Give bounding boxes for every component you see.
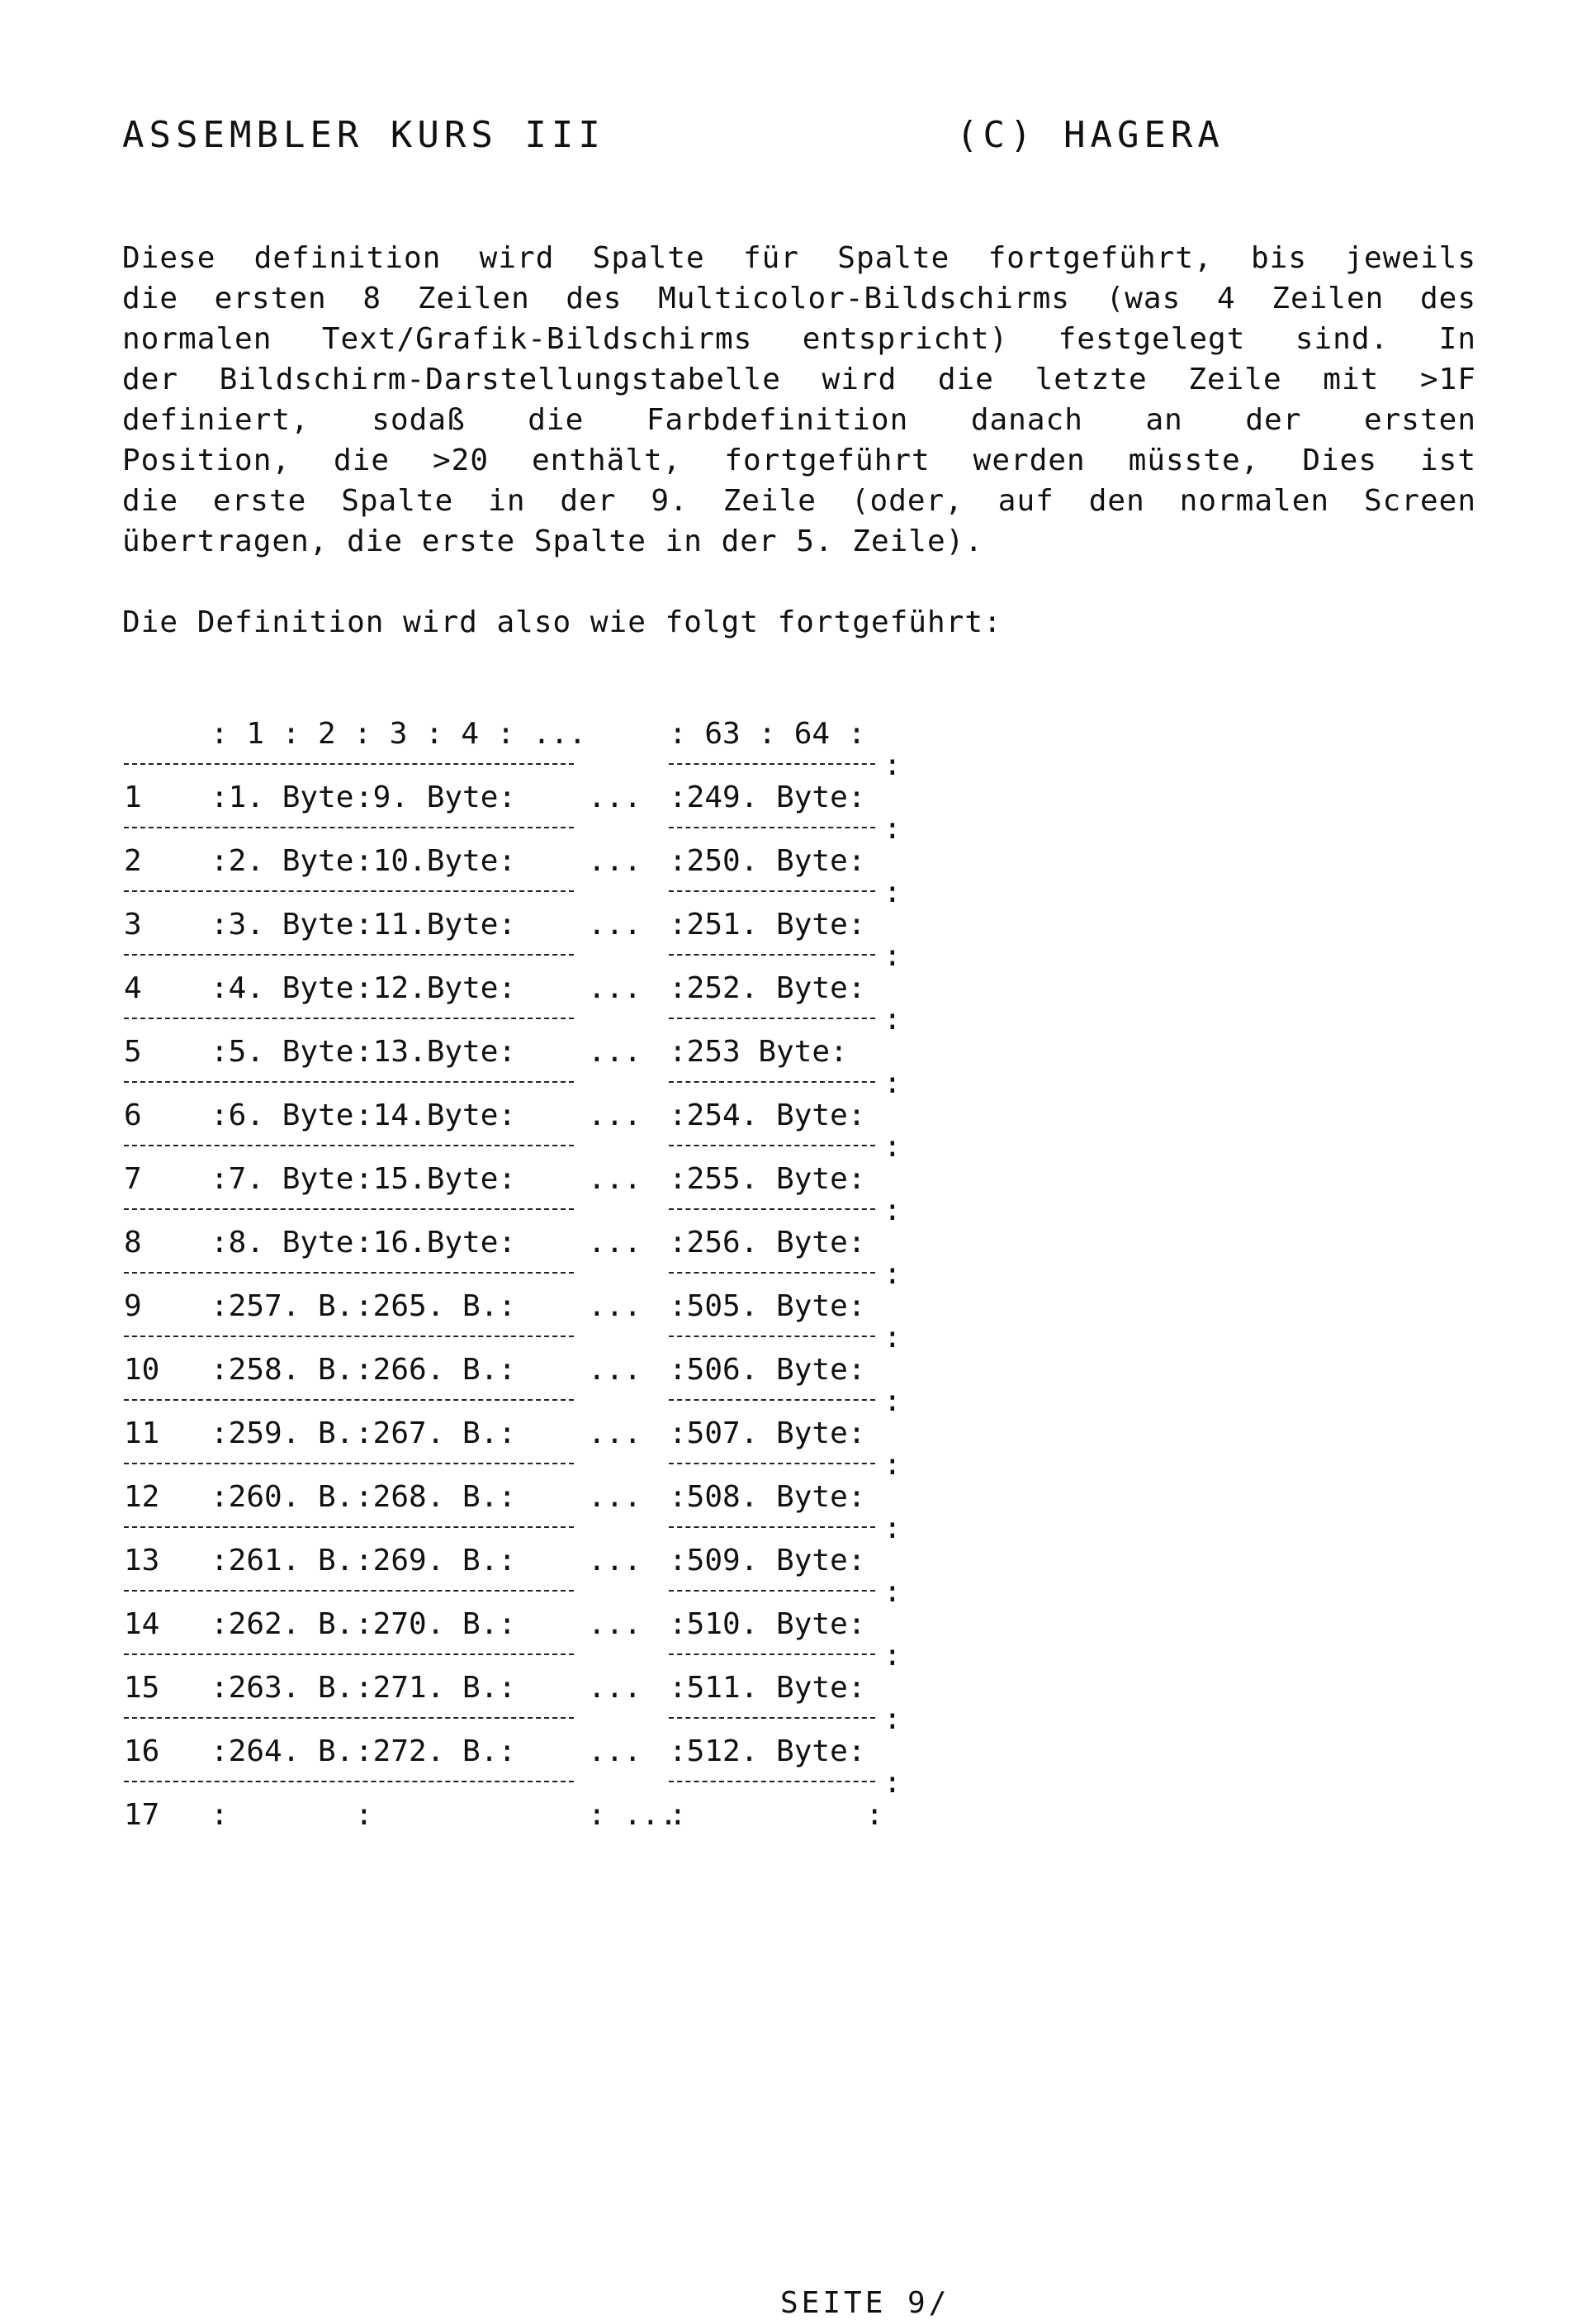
paragraph-line: definiert, sodaß die Farbdefinition danach an der ersten	[122, 403, 1476, 437]
row-byte-col2: :267. B.:	[355, 1416, 517, 1450]
page-header	[122, 114, 1427, 155]
row-byte-col64: :252. Byte:	[669, 971, 866, 1005]
table-separator: :	[124, 1511, 916, 1544]
row-byte-col1: :3. Byte	[211, 908, 354, 942]
row-byte-col1: :257. B.	[211, 1289, 354, 1323]
row-ellipsis: ...	[588, 1416, 642, 1450]
table-separator: :	[124, 1066, 916, 1098]
row-byte-col64: :255. Byte:	[669, 1162, 866, 1196]
table-separator: :	[124, 1130, 916, 1162]
table-row	[124, 1416, 916, 1448]
row-ellipsis: ...	[588, 971, 642, 1005]
row-ellipsis: ...	[588, 1607, 642, 1641]
table-row	[124, 971, 916, 1003]
row-byte-col2: :16.Byte:	[355, 1226, 517, 1260]
row-byte-col64: :250. Byte:	[669, 844, 866, 878]
table-row	[124, 1353, 916, 1387]
paragraph-line: Diese definition wird Spalte für Spalte fortgeführt, bis jeweils	[122, 241, 1476, 275]
row-number: 17	[124, 1798, 160, 1832]
row-byte-col64: :505. Byte:	[669, 1289, 866, 1323]
row-byte-col64: : :	[669, 1798, 884, 1832]
table-row	[124, 1226, 916, 1260]
row-byte-col2: :269. B.:	[355, 1544, 517, 1578]
table-separator: :	[124, 1639, 916, 1671]
row-byte-col64: :508. Byte:	[669, 1480, 866, 1514]
table-intro: Die Definition wird also wie folgt fortgeführt:	[122, 605, 1002, 639]
row-ellipsis: ...	[588, 1734, 642, 1768]
table-separator: :	[124, 939, 916, 971]
row-ellipsis: ...	[588, 1480, 642, 1514]
row-number: 9	[124, 1289, 142, 1323]
row-byte-col1: :7. Byte	[211, 1162, 354, 1196]
row-byte-col1: :262. B.	[211, 1607, 354, 1641]
row-byte-col1: :261. B.	[211, 1544, 354, 1578]
body-paragraph	[122, 238, 1476, 562]
table-separator: :	[124, 1003, 916, 1035]
table-header-row	[124, 717, 916, 751]
row-byte-col2: :14.Byte:	[355, 1098, 517, 1132]
table-row	[124, 844, 916, 878]
row-byte-col2: :272. B.:	[355, 1734, 517, 1768]
table-row	[124, 1544, 916, 1578]
row-number: 4	[124, 971, 142, 1005]
paragraph-line: normalen Text/Grafik-Bildschirms entspricht) festgelegt sind. In	[122, 322, 1476, 356]
row-number: 2	[124, 844, 142, 878]
table-row	[124, 1480, 916, 1514]
row-byte-col1: :260. B.	[211, 1480, 354, 1514]
paragraph-line: die erste Spalte in der 9. Zeile (oder, auf den normalen Screen	[122, 484, 1476, 518]
row-byte-col2: :268. B.:	[355, 1480, 517, 1514]
row-number: 12	[124, 1480, 160, 1514]
row-number: 5	[124, 1035, 142, 1069]
row-number: 8	[124, 1226, 142, 1260]
row-ellipsis: ...	[588, 780, 642, 814]
table-row	[124, 1734, 916, 1766]
row-byte-col1: :263. B.	[211, 1671, 354, 1705]
row-byte-col2: :270. B.:	[355, 1607, 517, 1641]
header-course-title: ASSEMBLER KURS III	[122, 114, 605, 156]
table-separator: :	[124, 1257, 916, 1289]
row-number: 3	[124, 908, 142, 942]
row-byte-col1: :259. B.	[211, 1416, 354, 1450]
table-row	[124, 1671, 916, 1705]
table-separator: :	[124, 1575, 916, 1607]
table-separator: :	[124, 812, 916, 844]
row-byte-col64: :509. Byte:	[669, 1544, 866, 1578]
row-byte-col64: :251. Byte:	[669, 908, 866, 942]
row-byte-col64: :249. Byte:	[669, 780, 866, 814]
table-row	[124, 1798, 916, 1832]
table-row	[124, 1607, 916, 1639]
row-number: 6	[124, 1098, 142, 1132]
table-separator: :	[124, 1384, 916, 1416]
table-row	[124, 1035, 916, 1069]
row-ellipsis: : ...	[588, 1798, 678, 1832]
row-byte-col1: :2. Byte	[211, 844, 354, 878]
page-footer: SEITE 9/	[780, 2286, 950, 2320]
row-byte-col64: :254. Byte:	[669, 1098, 866, 1132]
row-byte-col1: :1. Byte	[211, 780, 354, 814]
row-number: 10	[124, 1353, 160, 1387]
row-byte-col64: :506. Byte:	[669, 1353, 866, 1387]
row-ellipsis: ...	[588, 908, 642, 942]
table-row	[124, 1289, 916, 1321]
row-ellipsis: ...	[588, 1671, 642, 1705]
header-copyright: (C) HAGERA	[956, 114, 1224, 156]
row-ellipsis: ...	[588, 1353, 642, 1387]
row-byte-col1: :8. Byte	[211, 1226, 354, 1260]
row-byte-col1: :6. Byte	[211, 1098, 354, 1132]
row-byte-col2: :10.Byte:	[355, 844, 517, 878]
row-byte-col2: :15.Byte:	[355, 1162, 517, 1196]
table-row	[124, 908, 916, 942]
row-number: 14	[124, 1607, 160, 1641]
row-ellipsis: ...	[588, 1098, 642, 1132]
row-byte-col2: :266. B.:	[355, 1353, 517, 1387]
row-byte-col2: :11.Byte:	[355, 908, 517, 942]
byte-layout-table	[124, 717, 916, 1832]
table-separator: :	[124, 875, 916, 908]
table-row	[124, 1162, 916, 1196]
table-separator: :	[124, 1321, 916, 1353]
row-byte-col2: :271. B.:	[355, 1671, 517, 1705]
row-byte-col64: :256. Byte:	[669, 1226, 866, 1260]
paragraph-line: der Bildschirm-Darstellungstabelle wird die letzte Zeile mit >1F	[122, 363, 1476, 396]
row-byte-col2: :	[355, 1798, 373, 1832]
table-separator: :	[124, 1766, 916, 1798]
row-ellipsis: ...	[588, 844, 642, 878]
row-byte-col64: :511. Byte:	[669, 1671, 866, 1705]
row-byte-col2: :265. B.:	[355, 1289, 517, 1323]
row-number: 7	[124, 1162, 142, 1196]
row-byte-col64: :253 Byte:	[669, 1035, 848, 1069]
table-row	[124, 780, 916, 812]
table-separator: :	[124, 1448, 916, 1480]
row-ellipsis: ...	[588, 1035, 642, 1069]
row-byte-col1: :4. Byte	[211, 971, 354, 1005]
row-byte-col1: :258. B.	[211, 1353, 354, 1387]
table-separator: :	[124, 1702, 916, 1734]
paragraph-line: übertragen, die erste Spalte in der 5. Zeile).	[122, 524, 983, 558]
row-byte-col1: :5. Byte	[211, 1035, 354, 1069]
table-separator: :	[124, 748, 916, 780]
paragraph-line: Position, die >20 enthält, fortgeführt werden müsste, Dies ist	[122, 444, 1476, 477]
row-byte-col2: :12.Byte:	[355, 971, 517, 1005]
row-number: 1	[124, 780, 142, 814]
row-ellipsis: ...	[588, 1289, 642, 1323]
header-columns-right: : 63 : 64 :	[669, 717, 866, 751]
row-byte-col1: :	[211, 1798, 229, 1832]
row-byte-col64: :512. Byte:	[669, 1734, 866, 1768]
row-byte-col64: :507. Byte:	[669, 1416, 866, 1450]
row-number: 15	[124, 1671, 160, 1705]
row-byte-col1: :264. B.	[211, 1734, 354, 1768]
table-row	[124, 1098, 916, 1130]
row-number: 11	[124, 1416, 160, 1450]
row-byte-col2: :9. Byte:	[355, 780, 517, 814]
header-columns-left: : 1 : 2 : 3 : 4 : ...	[211, 717, 587, 751]
row-byte-col64: :510. Byte:	[669, 1607, 866, 1641]
row-byte-col2: :13.Byte:	[355, 1035, 517, 1069]
paragraph-line: die ersten 8 Zeilen des Multicolor-Bildschirms (was 4 Zeilen des	[122, 282, 1476, 316]
row-number: 13	[124, 1544, 160, 1578]
row-ellipsis: ...	[588, 1544, 642, 1578]
row-number: 16	[124, 1734, 160, 1768]
row-ellipsis: ...	[588, 1226, 642, 1260]
row-ellipsis: ...	[588, 1162, 642, 1196]
table-separator: :	[124, 1193, 916, 1226]
